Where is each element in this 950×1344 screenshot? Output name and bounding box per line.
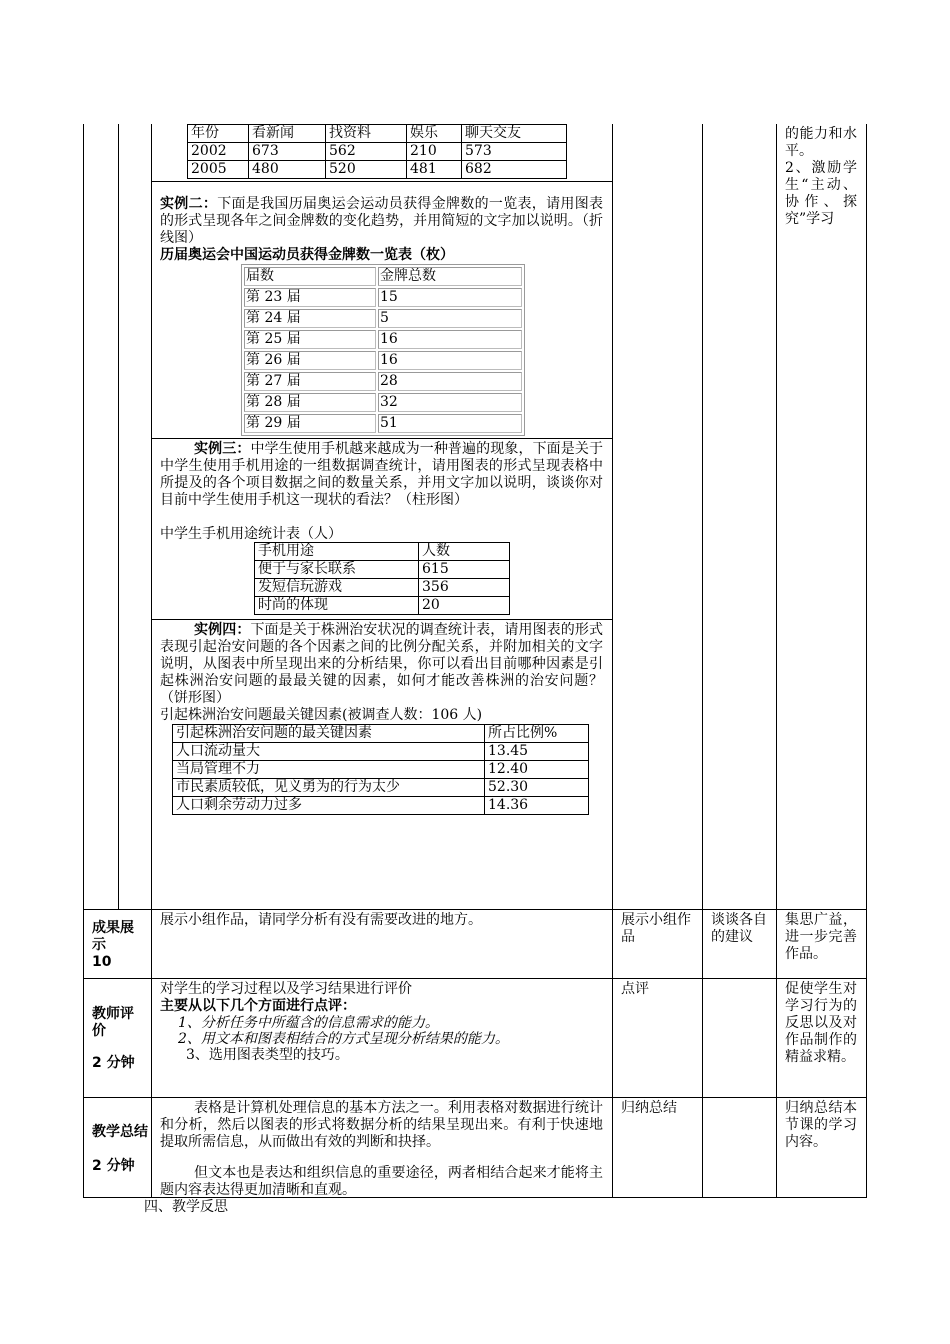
table-header-cell: 聊天交友 [462,125,567,143]
grid-line [83,909,867,910]
table-row [173,779,589,797]
table-cell: 615 [419,561,510,579]
table-cell: 51 [378,414,522,433]
grid-line [776,124,777,1198]
grid-line [83,124,84,1198]
table-cell: 13.45 [485,743,589,761]
table-cell: 第 28 届 [244,393,376,412]
table-cell: 第 29 届 [244,414,376,433]
table-header-cell: 届数 [244,267,376,286]
eval-item: 3、选用图表类型的技巧。 [186,1047,349,1063]
table-cell: 28 [378,372,522,391]
table-header-cell: 娱乐 [407,125,462,143]
table-cell: 5 [378,309,522,328]
gold-medal-table [241,264,525,436]
example4-title-text: 引起株洲治安问题最关键因素(被调查人数：106 人) [160,707,483,723]
table-row [255,561,510,579]
table-header-cell: 引起株洲治安问题的最关键因素 [173,725,485,743]
table-cell: 12.40 [485,761,589,779]
table-cell: 481 [407,161,462,179]
table-cell: 16 [378,330,522,349]
table-cell: 便于与家长联系 [255,561,419,579]
eval-teacher-activity: 点评 [621,981,649,997]
grid-line [83,978,867,979]
table-cell: 673 [249,143,326,161]
table-cell: 14.36 [485,797,589,815]
table-cell: 时尚的体现 [255,597,419,615]
table-header-cell: 找资料 [326,125,407,143]
table-cell: 15 [378,288,522,307]
results-intent: 集思广益，进一步完善作品。 [785,912,857,962]
table-cell: 第 23 届 [244,288,376,307]
table-row [255,597,510,615]
section-label-summary: 教学总结 [92,1124,148,1140]
summary-paragraph: 表格是计算机处理信息的基本方法之一。利用表格对数据进行统计和分析，然后以图表的形式将数据分析的结果呈现出来。有利于快速地提取所需信息，从而做出有效的判断和抉择。 [160,1100,603,1150]
divider [151,438,612,439]
table-cell: 第 24 届 [244,309,376,328]
results-teacher-activity: 展示小组作品 [621,912,691,945]
table-cell: 市民素质较低，见义勇为的行为太少 [173,779,485,797]
eval-line1: 对学生的学习过程以及学习结果进行评价 [160,981,412,997]
phone-usage-table [254,542,510,615]
objective-text: 的能力和水平。 2、激励学生“主动、协作、探究”学习 [785,126,857,227]
table-row [173,743,589,761]
table-cell: 人口剩余劳动力过多 [173,797,485,815]
table-cell: 当局管理不力 [173,761,485,779]
example2-text: 下面是我国历届奥运会运动员获得金牌数的一览表，请用图表的形式呈现各年之间金牌数的变化趋势，并用简短的文字加以说明。（折线图） [160,196,604,246]
summary-paragraph: 但文本也是表达和组织信息的重要途径，两者相结合起来才能将主题内容表达得更加清晰和直观。 [160,1165,603,1198]
grid-line [866,124,867,1198]
table-header-cell: 年份 [188,125,249,143]
table-cell: 480 [249,161,326,179]
table-cell: 356 [419,579,510,597]
example2-paragraph [160,196,603,247]
summary-teacher-activity: 归纳总结 [621,1100,677,1116]
table-row [173,761,589,779]
example3-label: 实例三： [194,441,251,457]
eval-item: 2、用文本和图表相结合的方式呈现分析结果的能力。 [178,1031,509,1047]
table-row [244,372,522,391]
example3-title: 中学生手机用途统计表（人） [160,526,342,542]
example4-title [160,707,482,724]
table-row [244,288,522,307]
table-cell: 520 [326,161,407,179]
example4-paragraph [160,622,603,707]
grid-line [151,124,152,1198]
table-row [255,579,510,597]
table-header-row [244,267,522,286]
table-cell: 第 27 届 [244,372,376,391]
table-cell: 人口流动量大 [173,743,485,761]
table-row [188,161,567,179]
table-cell: 第 25 届 [244,330,376,349]
example2-title: 历届奥运会中国运动员获得金牌数一览表（枚） [160,247,454,263]
table-cell: 20 [419,597,510,615]
grid-line [702,124,703,1198]
table-row [173,797,589,815]
table-row [244,351,522,370]
table-row [244,309,522,328]
grid-line [118,124,119,909]
section-time-summary: 2 分钟 [92,1158,135,1174]
divider [151,619,612,620]
table-cell: 562 [326,143,407,161]
table-header-row [173,725,589,743]
eval-intent: 促使学生对学习行为的反思以及对作品制作的精益求精。 [785,981,857,1065]
table-row [188,143,567,161]
example4-label: 实例四： [194,622,251,638]
footer-heading: 四、教学反思 [144,1199,228,1215]
grid-line [612,124,613,1198]
table-header-row [255,543,510,561]
table-header-cell: 人数 [419,543,510,561]
table-cell: 52.30 [485,779,589,797]
example2-label: 实例二： [160,196,218,212]
divider [151,181,612,182]
section-time-eval: 2 分钟 [92,1055,135,1071]
table-cell: 发短信玩游戏 [255,579,419,597]
results-student-activity: 谈谈各自的建议 [711,912,767,945]
table-cell: 573 [462,143,567,161]
table-header-cell: 手机用途 [255,543,419,561]
eval-item: 1、分析任务中所蕴含的信息需求的能力。 [178,1015,439,1031]
eval-line2: 主要从以下几个方面进行点评： [160,998,356,1014]
section-label-results: 成果展示 10 [92,920,134,970]
table-row [244,414,522,433]
table-cell: 16 [378,351,522,370]
example4-text: 下面是关于株洲治安状况的调查统计表，请用图表的形式表现引起治安问题的各个因素之间的比例分配关系，并附加相关的文字说明，从图表中所呈现出来的分析结果，你可以看出目前哪种因素是引起株洲治安问题的最最关键的因素，如何才能改善株洲的治安问题？（饼形图） [160,622,604,706]
example3-paragraph [160,441,603,509]
table-header-cell: 金牌总数 [378,267,522,286]
results-content: 展示小组作品，请同学分析有没有需要改进的地方。 [160,912,482,928]
summary-intent: 归纳总结本节课的学习内容。 [785,1100,857,1150]
table-header-cell: 看新闻 [249,125,326,143]
table-cell: 2002 [188,143,249,161]
table-cell: 第 26 届 [244,351,376,370]
internet-usage-table [187,124,567,179]
example3-text: 中学生使用手机越来越成为一种普遍的现象，下面是关于中学生使用手机用途的一组数据调查统计，请用图表的形式呈现表格中所提及的各个项目数据之间的数量关系，并用文字加以说明，谈谈你对目前中学生使用手机这一现状的看法？（柱形图） [160,441,604,508]
section-label-eval: 教师评价 [92,1006,134,1039]
table-cell: 210 [407,143,462,161]
table-cell: 2005 [188,161,249,179]
table-row [244,330,522,349]
table-cell: 32 [378,393,522,412]
table-header-row [188,125,567,143]
security-factors-table [172,724,589,815]
table-row [244,393,522,412]
table-cell: 682 [462,161,567,179]
grid-line [83,1097,867,1098]
table-header-cell: 所占比例% [485,725,589,743]
